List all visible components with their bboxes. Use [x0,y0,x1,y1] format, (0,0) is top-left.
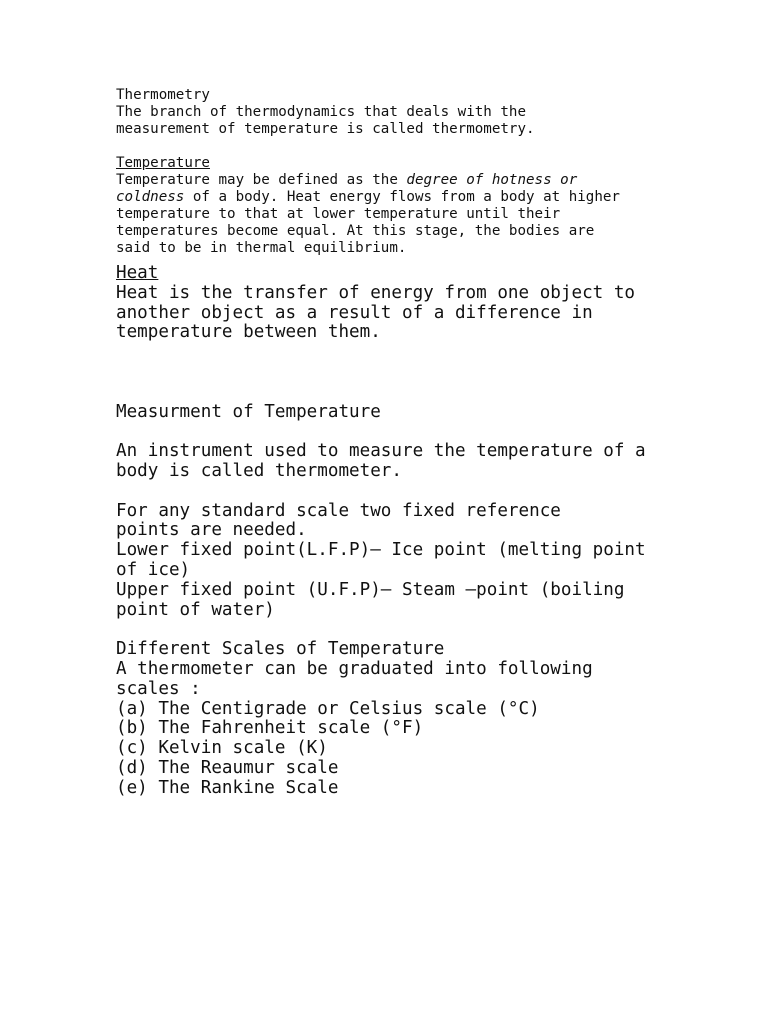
scale-list-item: (d) The Reaumur scale [116,757,339,778]
scales-heading: Different Scales of Temperature [116,639,445,660]
thermometry-line: measurement of temperature is called thermometry. [116,121,535,137]
measurement-line: An instrument used to measure the temperature of a [116,441,646,462]
document-page [116,87,661,799]
scale-list-item: (e) The Rankine Scale [116,777,339,798]
scale-list-item: (a) The Centigrade or Celsius scale (°C) [116,698,540,719]
scales-intro: A thermometer can be graduated into following [116,658,593,679]
upper-fixed-point-line: Upper fixed point (U.F.P)– Steam –point (boiling [116,579,625,600]
measurement-section [116,403,661,621]
heat-line: temperature between them. [116,322,381,343]
heat-line: Heat is the transfer of energy from one object to [116,282,636,303]
scales-intro: scales : [116,678,201,699]
lower-fixed-point-line: Lower fixed point(L.F.P)– Ice point (melting point [116,540,646,561]
temperature-text: of a body. Heat energy flows from a body at higher [184,189,620,205]
scales-section [116,640,661,798]
fixed-points-line: points are needed. [116,520,307,541]
temperature-line: said to be in thermal equilibrium. [116,240,407,256]
thermometry-title: Thermometry [116,87,210,103]
heat-line: another object as a result of a difference in [116,302,593,323]
temperature-heading: Temperature [116,155,210,171]
temperature-line [116,189,661,206]
heat-heading: Heat [116,263,159,283]
temperature-emphasis: degree of hotness or [406,172,578,188]
temperature-text: Temperature may be defined as the [116,172,407,188]
temperature-line: temperatures become equal. At this stage, the bodies are [116,223,595,239]
thermometry-line: The branch of thermodynamics that deals with the [116,104,526,120]
scale-list-item: (b) The Fahrenheit scale (°F) [116,718,424,739]
measurement-heading: Measurment of Temperature [116,401,381,422]
temperature-emphasis: coldness [116,189,185,205]
heat-section [116,264,661,343]
temperature-line [116,172,661,189]
lower-fixed-point-line: of ice) [116,559,191,580]
scale-list-item: (c) Kelvin scale (K) [116,738,328,759]
upper-fixed-point-line: point of water) [116,599,275,620]
fixed-points-line: For any standard scale two fixed reference [116,500,561,521]
temperature-line: temperature to that at lower temperature until their [116,206,561,222]
thermometry-section [116,87,661,138]
measurement-line: body is called thermometer. [116,460,402,481]
temperature-section [116,155,661,257]
